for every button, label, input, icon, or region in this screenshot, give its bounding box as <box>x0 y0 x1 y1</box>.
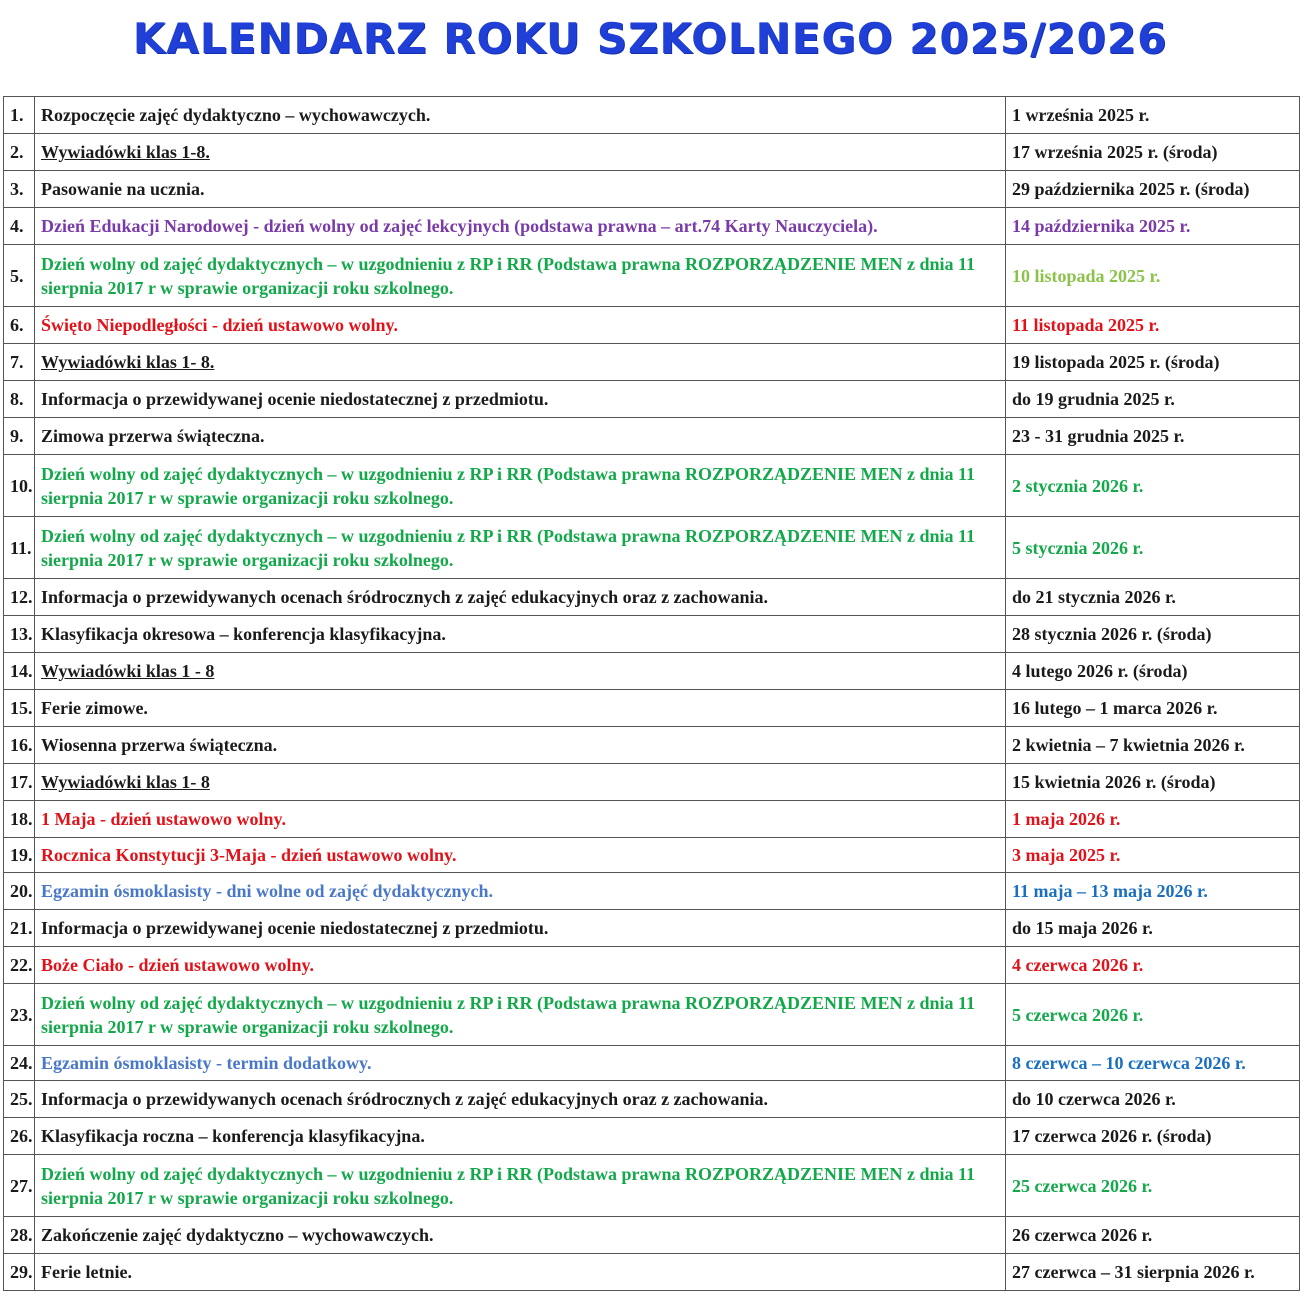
event-description-text: Informacja o przewidywanej ocenie niedostatecznej z przedmiotu. <box>41 389 549 409</box>
row-number: 15. <box>4 690 35 727</box>
event-description <box>35 1118 1006 1155</box>
event-description-text: Wywiadówki klas 1- 8 <box>41 772 210 792</box>
row-number: 9. <box>4 418 35 455</box>
event-date: 11 maja – 13 maja 2026 r. <box>1006 873 1300 910</box>
event-description <box>35 1254 1006 1291</box>
event-description <box>35 171 1006 208</box>
row-number: 25. <box>4 1081 35 1118</box>
event-date: 17 września 2025 r. (środa) <box>1006 134 1300 171</box>
event-description-text: Pasowanie na ucznia. <box>41 179 205 199</box>
row-number: 13. <box>4 616 35 653</box>
table-row <box>4 344 1300 381</box>
event-description-text: Zakończenie zajęć dydaktyczno – wychowawczych. <box>41 1225 434 1245</box>
event-date: 1 maja 2026 r. <box>1006 801 1300 838</box>
event-description <box>35 947 1006 984</box>
event-description <box>35 134 1006 171</box>
event-date: 4 lutego 2026 r. (środa) <box>1006 653 1300 690</box>
event-date: 16 lutego – 1 marca 2026 r. <box>1006 690 1300 727</box>
event-date: do 15 maja 2026 r. <box>1006 910 1300 947</box>
table-row <box>4 1081 1300 1118</box>
event-date: 2 kwietnia – 7 kwietnia 2026 r. <box>1006 727 1300 764</box>
event-description-text: Informacja o przewidywanych ocenach śródrocznych z zajęć edukacyjnych oraz z zachowania. <box>41 1089 769 1109</box>
table-row <box>4 517 1300 579</box>
table-row <box>4 1254 1300 1291</box>
table-row <box>4 1155 1300 1217</box>
row-number: 27. <box>4 1155 35 1217</box>
row-number: 17. <box>4 764 35 801</box>
table-row <box>4 381 1300 418</box>
event-date: do 21 stycznia 2026 r. <box>1006 579 1300 616</box>
row-number: 4. <box>4 208 35 245</box>
row-number: 20. <box>4 873 35 910</box>
table-row <box>4 910 1300 947</box>
event-date: 29 października 2025 r. (środa) <box>1006 171 1300 208</box>
table-row <box>4 171 1300 208</box>
row-number: 23. <box>4 984 35 1046</box>
event-description <box>35 1217 1006 1254</box>
event-description-text: Dzień wolny od zajęć dydaktycznych – w uzgodnieniu z RP i RR (Podstawa prawna ROZPORZĄDZENIE MEN z dnia 11 sierpnia 2017 r w sprawie organizacji roku szkolnego. <box>41 525 976 570</box>
event-date: do 19 grudnia 2025 r. <box>1006 381 1300 418</box>
table-row <box>4 1046 1300 1081</box>
event-description-text: Wywiadówki klas 1 - 8 <box>41 661 215 681</box>
event-description <box>35 801 1006 838</box>
event-description-text: Rocznica Konstytucji 3-Maja - dzień ustawowo wolny. <box>41 845 457 865</box>
event-date: 27 czerwca – 31 sierpnia 2026 r. <box>1006 1254 1300 1291</box>
event-description-text: Dzień wolny od zajęć dydaktycznych – w uzgodnieniu z RP i RR (Podstawa prawna ROZPORZĄDZENIE MEN z dnia 11 sierpnia 2017 r w sprawie organizacji roku szkolnego. <box>41 992 976 1037</box>
event-description-text: Dzień wolny od zajęć dydaktycznych – w uzgodnieniu z RP i RR (Podstawa prawna ROZPORZĄDZENIE MEN z dnia 11 sierpnia 2017 r w sprawie organizacji roku szkolnego. <box>41 253 976 298</box>
event-description-text: Wywiadówki klas 1- 8. <box>41 352 215 372</box>
event-description <box>35 1046 1006 1081</box>
event-description-text: Dzień Edukacji Narodowej - dzień wolny od zajęć lekcyjnych (podstawa prawna – art.74 Karty Nauczyciela). <box>41 216 878 236</box>
event-description-text: Zimowa przerwa świąteczna. <box>41 426 265 446</box>
row-number: 8. <box>4 381 35 418</box>
row-number: 28. <box>4 1217 35 1254</box>
table-row <box>4 616 1300 653</box>
table-row <box>4 307 1300 344</box>
event-description <box>35 690 1006 727</box>
row-number: 6. <box>4 307 35 344</box>
event-description-text: Egzamin ósmoklasisty - termin dodatkowy. <box>41 1053 372 1073</box>
table-row <box>4 947 1300 984</box>
event-description-text: Rozpoczęcie zajęć dydaktyczno – wychowawczych. <box>41 105 431 125</box>
event-description <box>35 1081 1006 1118</box>
table-row <box>4 801 1300 838</box>
row-number: 2. <box>4 134 35 171</box>
event-description-text: Wywiadówki klas 1-8. <box>41 142 210 162</box>
page-title: KALENDARZ ROKU SZKOLNEGO 2025/2026 <box>132 14 1168 63</box>
event-description <box>35 381 1006 418</box>
row-number: 18. <box>4 801 35 838</box>
event-description <box>35 455 1006 517</box>
row-number: 10. <box>4 455 35 517</box>
event-description <box>35 653 1006 690</box>
event-description <box>35 1155 1006 1217</box>
row-number: 14. <box>4 653 35 690</box>
event-description <box>35 245 1006 307</box>
row-number: 26. <box>4 1118 35 1155</box>
event-description-text: Ferie zimowe. <box>41 698 148 718</box>
event-description <box>35 910 1006 947</box>
row-number: 21. <box>4 910 35 947</box>
event-date: 25 czerwca 2026 r. <box>1006 1155 1300 1217</box>
event-description <box>35 97 1006 134</box>
table-row <box>4 764 1300 801</box>
event-description <box>35 307 1006 344</box>
table-row <box>4 455 1300 517</box>
calendar-table <box>3 96 1300 1291</box>
event-description-text: Wiosenna przerwa świąteczna. <box>41 735 278 755</box>
event-description-text: Dzień wolny od zajęć dydaktycznych – w uzgodnieniu z RP i RR (Podstawa prawna ROZPORZĄDZENIE MEN z dnia 11 sierpnia 2017 r w sprawie organizacji roku szkolnego. <box>41 463 976 508</box>
event-description-text: Boże Ciało - dzień ustawowo wolny. <box>41 955 315 975</box>
event-date: 15 kwietnia 2026 r. (środa) <box>1006 764 1300 801</box>
row-number: 11. <box>4 517 35 579</box>
event-description <box>35 727 1006 764</box>
event-description <box>35 579 1006 616</box>
table-row <box>4 134 1300 171</box>
event-description-text: Święto Niepodległości - dzień ustawowo wolny. <box>41 315 399 335</box>
event-date: 23 - 31 grudnia 2025 r. <box>1006 418 1300 455</box>
table-row <box>4 1118 1300 1155</box>
event-description-text: Egzamin ósmoklasisty - dni wolne od zajęć dydaktycznych. <box>41 881 494 901</box>
event-date: 8 czerwca – 10 czerwca 2026 r. <box>1006 1046 1300 1081</box>
table-row <box>4 653 1300 690</box>
event-description <box>35 838 1006 873</box>
event-date: 14 października 2025 r. <box>1006 208 1300 245</box>
table-row <box>4 245 1300 307</box>
event-description <box>35 344 1006 381</box>
event-description-text: Informacja o przewidywanej ocenie niedostatecznej z przedmiotu. <box>41 918 549 938</box>
row-number: 5. <box>4 245 35 307</box>
event-description <box>35 517 1006 579</box>
row-number: 19. <box>4 838 35 873</box>
event-date: 5 stycznia 2026 r. <box>1006 517 1300 579</box>
event-description-text: Klasyfikacja okresowa – konferencja klasyfikacyjna. <box>41 624 446 644</box>
event-date: do 10 czerwca 2026 r. <box>1006 1081 1300 1118</box>
event-description <box>35 764 1006 801</box>
event-description-text: 1 Maja - dzień ustawowo wolny. <box>41 809 287 829</box>
event-date: 3 maja 2025 r. <box>1006 838 1300 873</box>
event-date: 2 stycznia 2026 r. <box>1006 455 1300 517</box>
event-date: 19 listopada 2025 r. (środa) <box>1006 344 1300 381</box>
table-row <box>4 690 1300 727</box>
event-date: 5 czerwca 2026 r. <box>1006 984 1300 1046</box>
table-row <box>4 579 1300 616</box>
table-row <box>4 984 1300 1046</box>
event-description <box>35 418 1006 455</box>
table-row <box>4 208 1300 245</box>
event-description-text: Ferie letnie. <box>41 1262 132 1282</box>
row-number: 24. <box>4 1046 35 1081</box>
row-number: 16. <box>4 727 35 764</box>
table-row <box>4 873 1300 910</box>
event-description-text: Informacja o przewidywanych ocenach śródrocznych z zajęć edukacyjnych oraz z zachowania. <box>41 587 769 607</box>
event-description <box>35 616 1006 653</box>
event-description-text: Dzień wolny od zajęć dydaktycznych – w uzgodnieniu z RP i RR (Podstawa prawna ROZPORZĄDZENIE MEN z dnia 11 sierpnia 2017 r w sprawie organizacji roku szkolnego. <box>41 1163 976 1208</box>
table-row <box>4 418 1300 455</box>
event-description-text: Klasyfikacja roczna – konferencja klasyfikacyjna. <box>41 1126 425 1146</box>
event-description <box>35 873 1006 910</box>
event-date: 1 września 2025 r. <box>1006 97 1300 134</box>
table-row <box>4 97 1300 134</box>
event-date: 17 czerwca 2026 r. (środa) <box>1006 1118 1300 1155</box>
row-number: 1. <box>4 97 35 134</box>
event-date: 11 listopada 2025 r. <box>1006 307 1300 344</box>
event-date: 10 listopada 2025 r. <box>1006 245 1300 307</box>
row-number: 12. <box>4 579 35 616</box>
event-date: 26 czerwca 2026 r. <box>1006 1217 1300 1254</box>
event-description <box>35 984 1006 1046</box>
row-number: 7. <box>4 344 35 381</box>
table-row <box>4 838 1300 873</box>
row-number: 29. <box>4 1254 35 1291</box>
table-row <box>4 727 1300 764</box>
event-date: 4 czerwca 2026 r. <box>1006 947 1300 984</box>
event-date: 28 stycznia 2026 r. (środa) <box>1006 616 1300 653</box>
row-number: 3. <box>4 171 35 208</box>
row-number: 22. <box>4 947 35 984</box>
event-description <box>35 208 1006 245</box>
calendar-table-body <box>4 97 1300 1291</box>
table-row <box>4 1217 1300 1254</box>
